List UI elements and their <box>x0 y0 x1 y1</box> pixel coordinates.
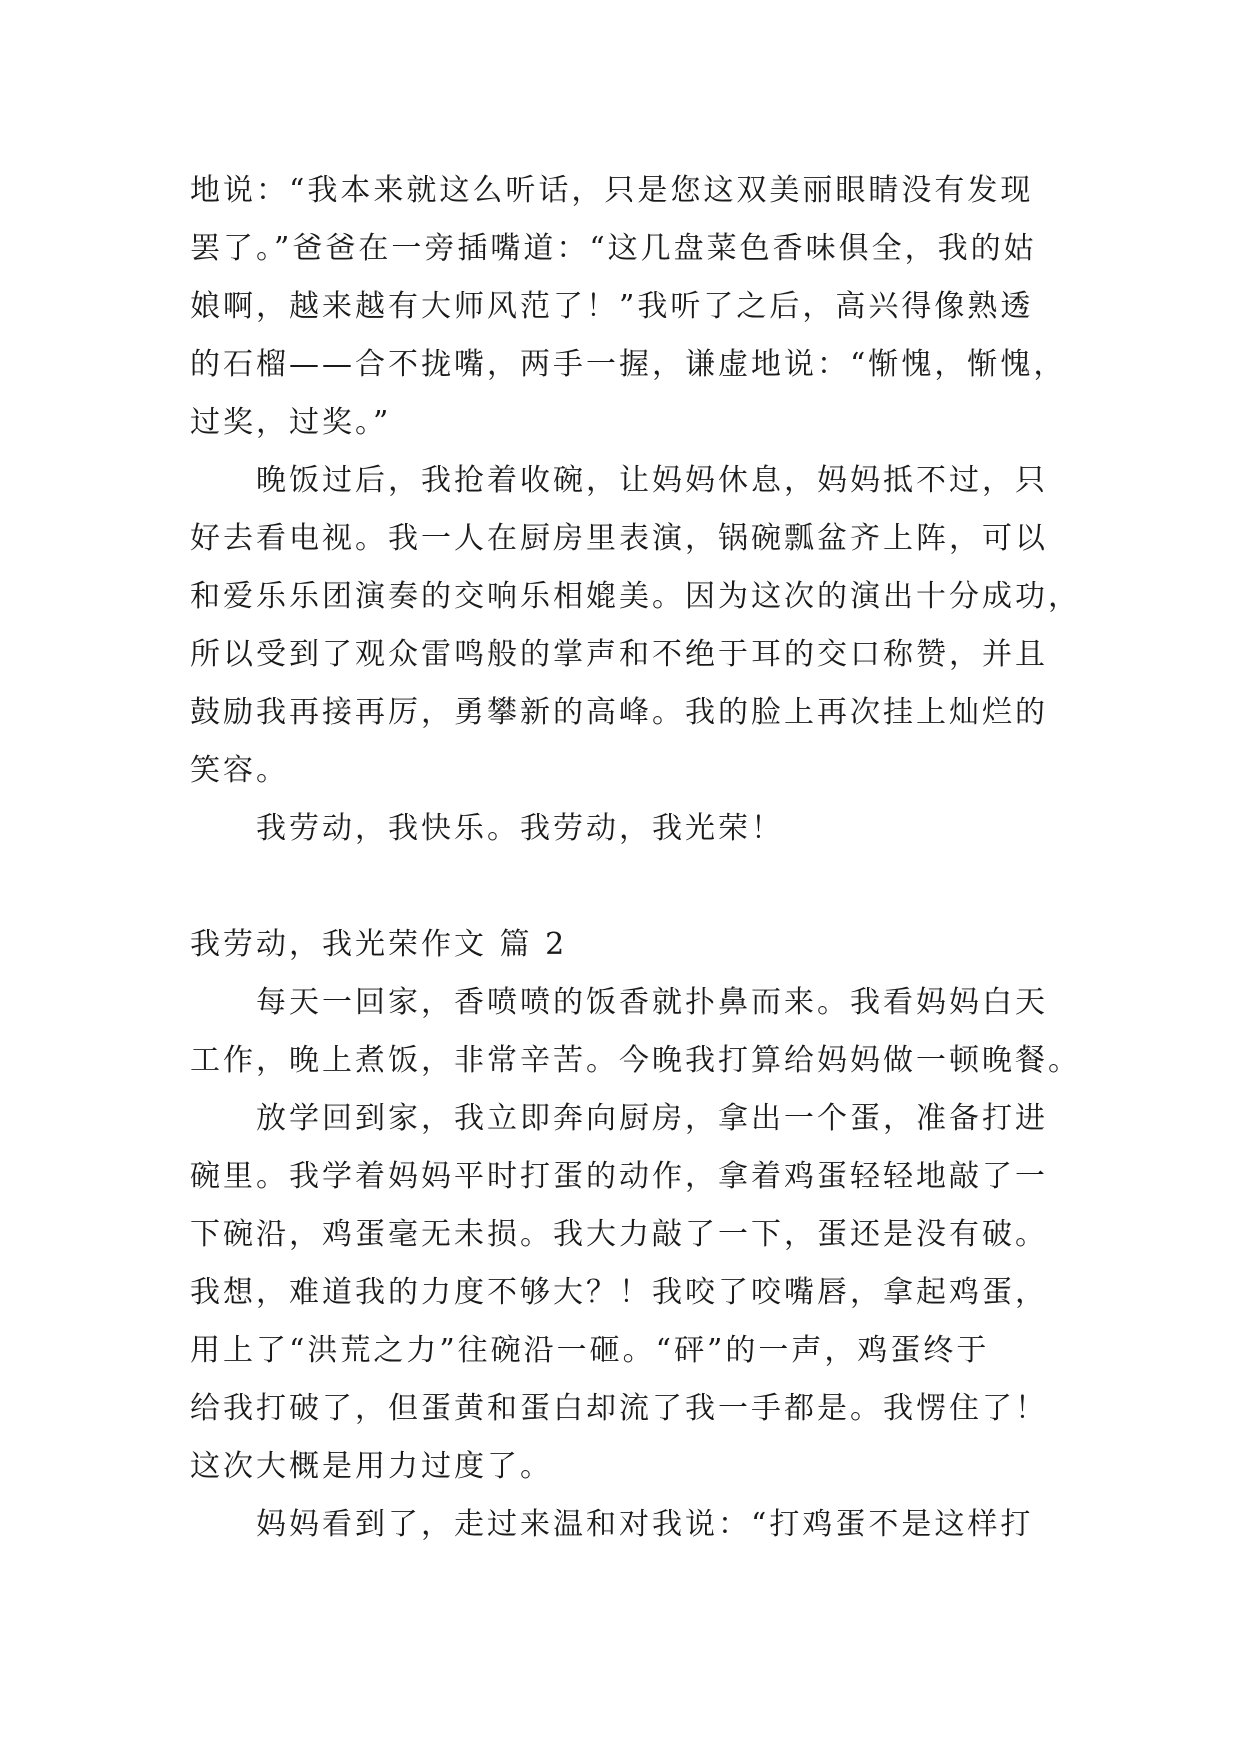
paragraph <box>190 1496 1060 1554</box>
text-line: 下碗沿，鸡蛋毫无未损。我大力敲了一下，蛋还是没有破。 <box>190 1217 1048 1252</box>
section-heading: 我劳动，我光荣作文 篇 2 <box>190 927 568 962</box>
text-line: 晚饭过后，我抢着收碗，让妈妈休息，妈妈抵不过，只 <box>256 463 1048 498</box>
text-line: 娘啊，越来越有大师风范了！”我听了之后，高兴得像熟透 <box>190 289 1034 324</box>
paragraph <box>190 974 1081 1090</box>
paragraph <box>190 800 1060 858</box>
text-line: 笑容。 <box>190 753 289 788</box>
text-line: 这次大概是用力过度了。 <box>190 1449 553 1484</box>
text-line: 的石榴——合不拢嘴，两手一握，谦虚地说：“惭愧，惭愧， <box>190 347 1067 382</box>
paragraph <box>190 452 1081 800</box>
document-body <box>190 162 1081 1554</box>
paragraph <box>190 162 1067 452</box>
text-line: 好去看电视。我一人在厨房里表演，锅碗瓢盆齐上阵，可以 <box>190 521 1048 556</box>
text-line: 妈妈看到了，走过来温和对我说：“打鸡蛋不是这样打 <box>256 1507 1034 1542</box>
text-line: 鼓励我再接再厉，勇攀新的高峰。我的脸上再次挂上灿烂的 <box>190 695 1048 730</box>
text-line: 过奖，过奖。” <box>190 405 392 440</box>
text-line: 每天一回家，香喷喷的饭香就扑鼻而来。我看妈妈白天 <box>256 985 1048 1020</box>
text-line: 罢了。”爸爸在一旁插嘴道：“这几盘菜色香味俱全，我的姑 <box>190 231 1037 266</box>
text-line: 碗里。我学着妈妈平时打蛋的动作，拿着鸡蛋轻轻地敲了一 <box>190 1159 1048 1194</box>
text-line: 给我打破了，但蛋黄和蛋白却流了我一手都是。我愣住了！ <box>190 1391 1048 1426</box>
section-spacer <box>190 858 1060 916</box>
text-line: 我想，难道我的力度不够大？！我咬了咬嘴唇，拿起鸡蛋， <box>190 1275 1048 1310</box>
text-line: 我劳动，我快乐。我劳动，我光荣！ <box>256 811 784 846</box>
text-line: 工作，晚上煮饭，非常辛苦。今晚我打算给妈妈做一顿晚餐。 <box>190 1043 1081 1078</box>
text-line: 所以受到了观众雷鸣般的掌声和不绝于耳的交口称赞，并且 <box>190 637 1048 672</box>
text-line: 用上了“洪荒之力”往碗沿一砸。“砰”的一声，鸡蛋终于 <box>190 1333 990 1368</box>
paragraph <box>190 1090 1060 1496</box>
text-line: 地说：“我本来就这么听话，只是您这双美丽眼睛没有发现 <box>190 173 1034 208</box>
text-line: 和爱乐乐团演奏的交响乐相媲美。因为这次的演出十分成功， <box>190 579 1081 614</box>
text-line: 放学回到家，我立即奔向厨房，拿出一个蛋，准备打进 <box>256 1101 1048 1136</box>
